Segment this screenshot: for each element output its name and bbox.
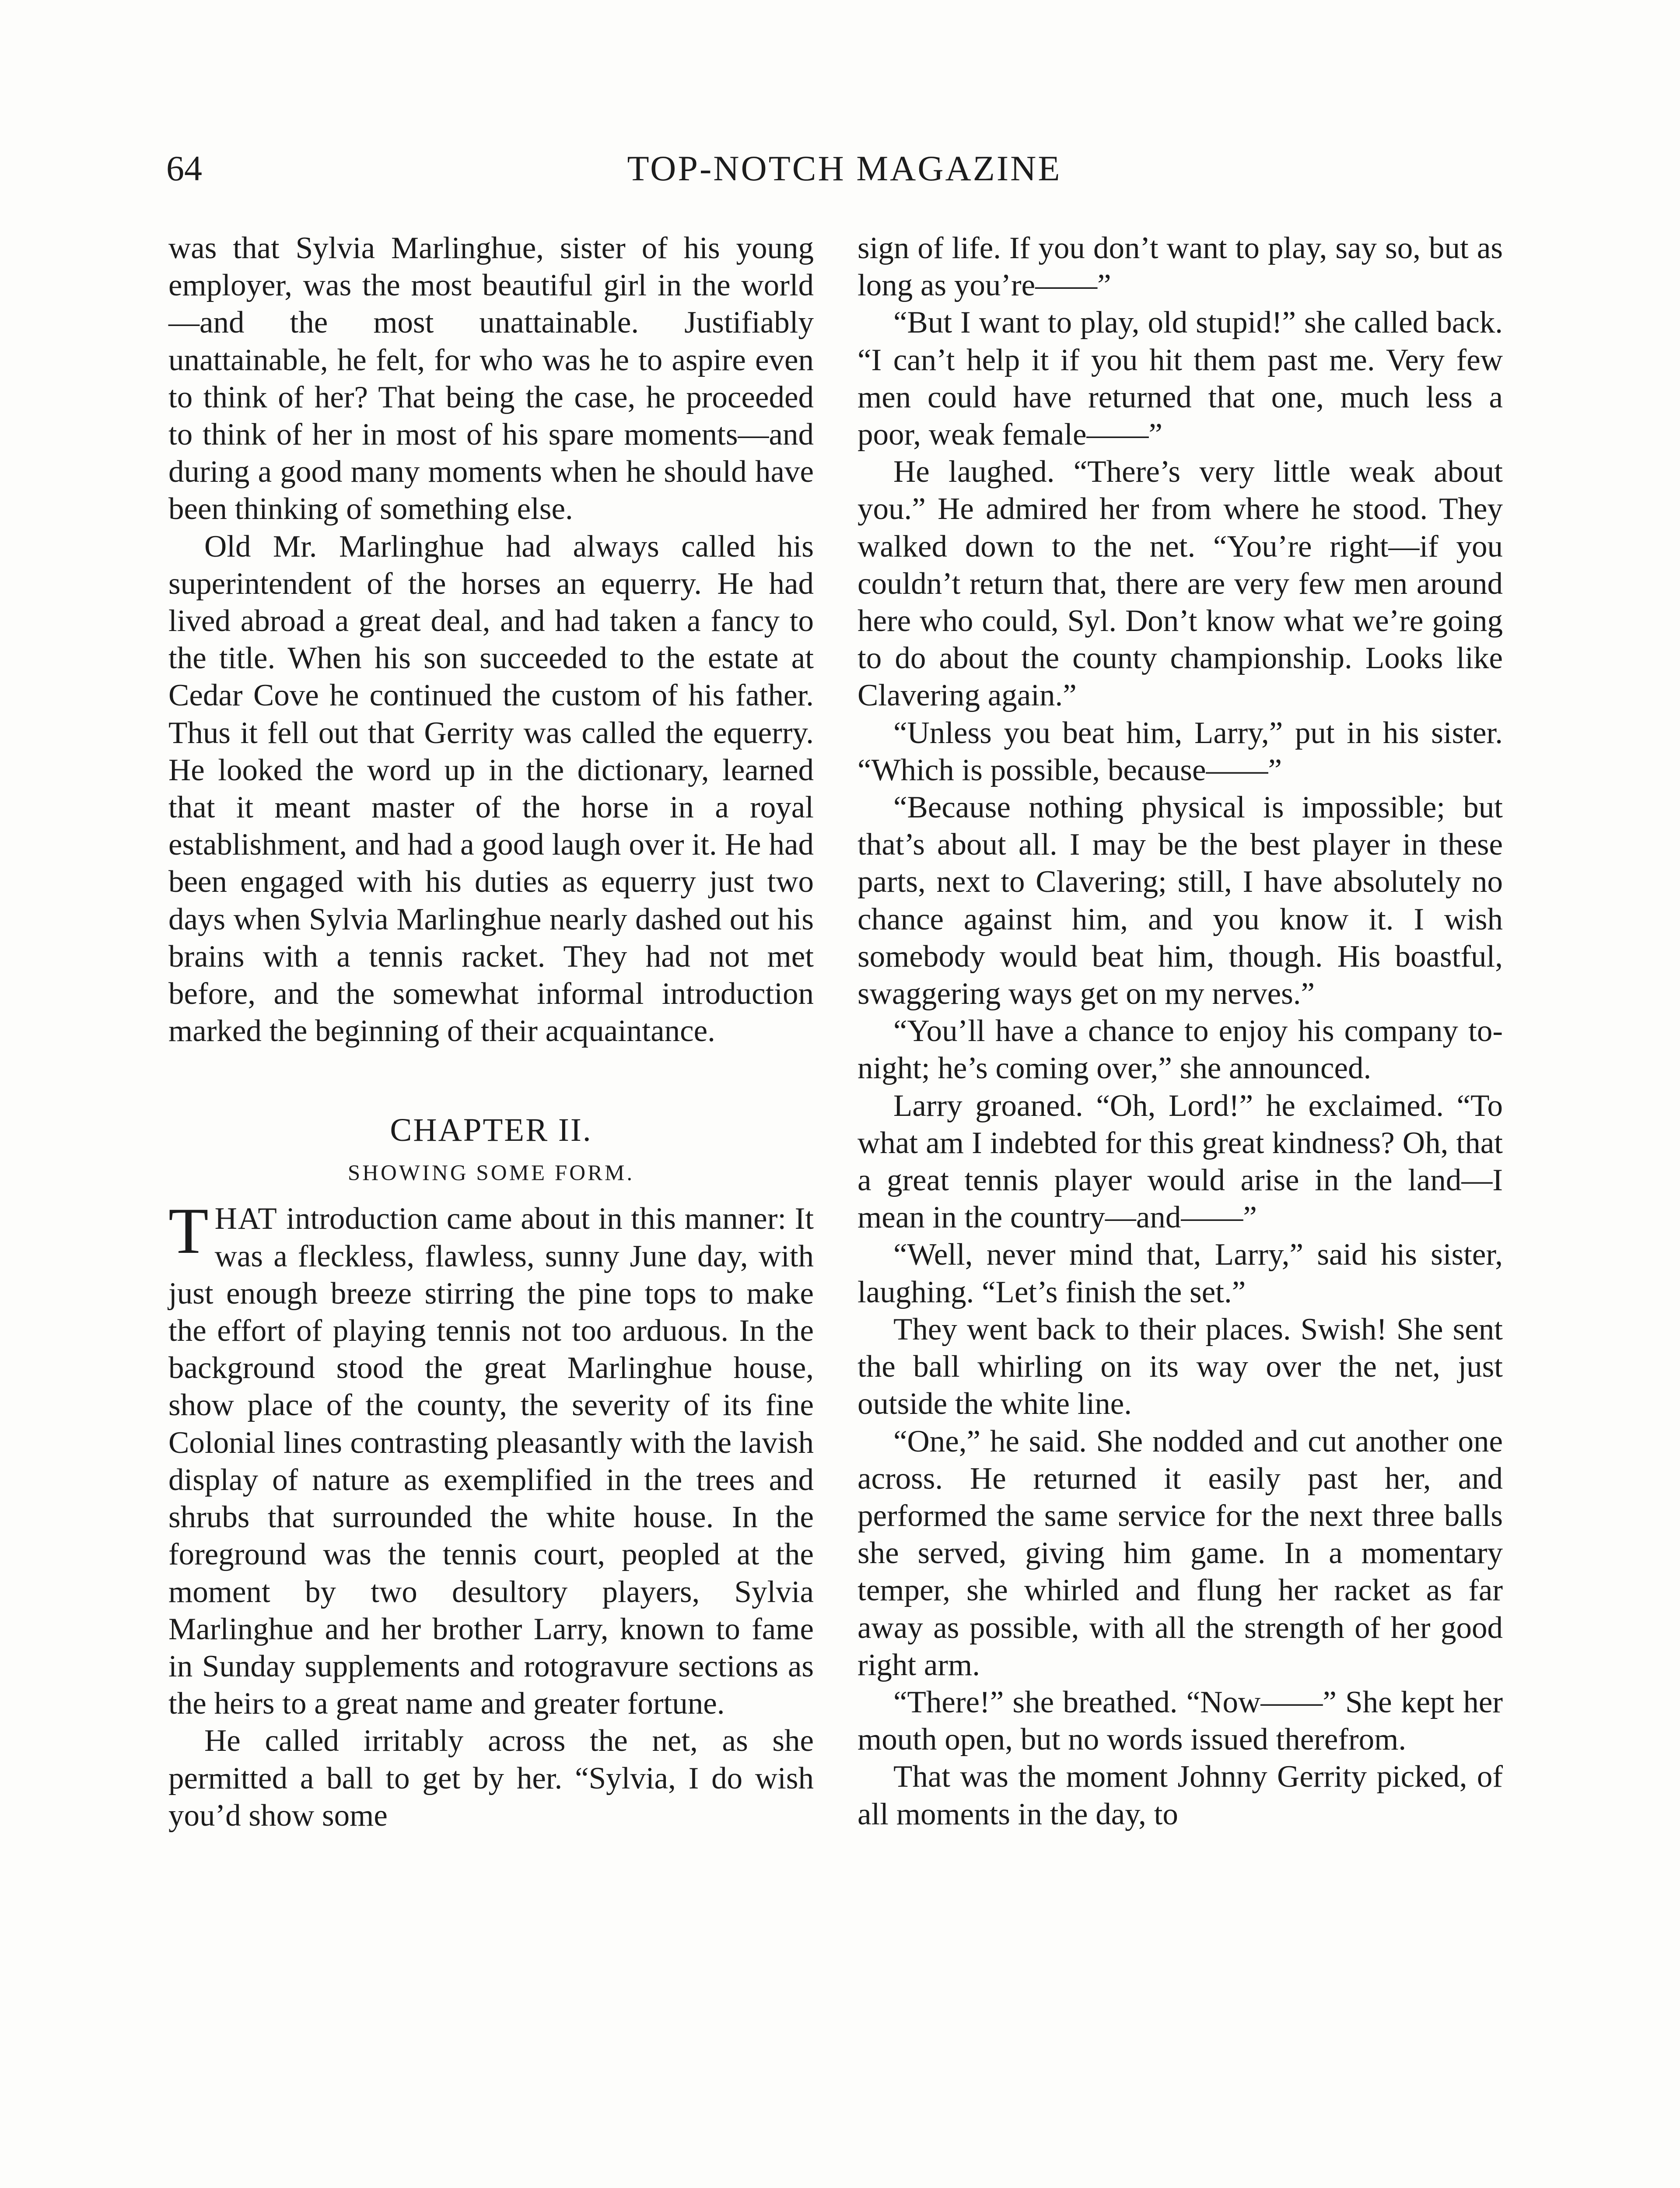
body-paragraph: Larry groaned. “Oh, Lord!” he exclaimed. “To what am I indebted for this great kindness? Oh, that a great tennis player would arise in the land—I mean in the country—and——” <box>858 1088 1503 1235</box>
magazine-title: TOP-NOTCH MAGAZINE <box>627 148 1062 188</box>
body-paragraph: “One,” he said. She nodded and cut another one across. He returned it easily past her, and performed the same service for the next three balls she served, giving him game. In a momentary temper, she whirled and flung her racket as far away as possible, with all the strength of her good right arm. <box>858 1424 1503 1682</box>
chapter-opening-paragraph <box>168 1195 814 1722</box>
chapter-subheading: SHOWING SOME FORM. <box>347 1161 635 1186</box>
body-paragraph: was that Sylvia Marlinghue, sister of his young employer, was the most beautiful girl in the world—and the most unattainable. Justifiably unattainable, he felt, for who was he to aspire even to think of her? That being the case, he proceeded to think of her in most of his spare moments—and during a good many moments when he should have been thinking of something else. <box>168 231 814 526</box>
body-paragraph: “Because nothing physical is impossible; but that’s about all. I may be the best player in these parts, next to Clavering; still, I have absolutely no chance against him, and you know it. I wish somebody would beat him, though. His boastful, swaggering ways get on my nerves.” <box>858 790 1503 1011</box>
body-paragraph: He laughed. “There’s very little weak about you.” He admired her from where he stood. They walked down to the net. “You’re right—if you couldn’t return that, there are very few men around here who could, Syl. Don’t know what we’re going to do about the county championship. Looks like Clavering again.” <box>858 455 1503 713</box>
chapter-heading: CHAPTER II. <box>390 1112 592 1149</box>
left-column <box>168 230 814 1834</box>
body-paragraph: “You’ll have a chance to enjoy his company to-night; he’s coming over,” she announced. <box>858 1014 1503 1086</box>
page-header <box>166 144 1522 197</box>
body-paragraph: That was the moment Johnny Gerrity picked, of all moments in the day, to <box>858 1760 1503 1831</box>
page-number: 64 <box>166 148 202 188</box>
body-paragraph: Old Mr. Marlinghue had always called his superintendent of the horses an equerry. He had lived abroad a great deal, and had taken a fancy to the title. When his son succeeded to the estate at Cedar Cove he continued the custom of his father. Thus it fell out that Gerrity was called the equerry. He looked the word up in the dictionary, learned that it meant master of the horse in a royal establishment, and had a good laugh over it. He had been engaged with his duties as equerry just two days when Sylvia Marlinghue nearly dashed out his brains with a tennis racket. They had not met before, and the somewhat informal introduction marked the beginning of their acquaintance. <box>168 529 814 1048</box>
body-paragraph: He called irritably across the net, as she permitted a ball to get by her. “Sylvia, I do wish you’d show some <box>168 1724 814 1833</box>
opening-word: HAT <box>214 1202 278 1236</box>
body-paragraph: “But I want to play, old stupid!” she called back. “I can’t help it if you hit them past me. Very few men could have returned that one, much less a poor, weak female——” <box>858 305 1503 452</box>
continued-paragraph: sign of life. If you don’t want to play, say so, but as long as you’re——” <box>858 231 1503 303</box>
body-paragraph: “There!” she breathed. “Now——” She kept her mouth open, but no words issued therefrom. <box>858 1685 1503 1757</box>
body-paragraph: “Well, never mind that, Larry,” said his sister, laughing. “Let’s finish the set.” <box>858 1238 1503 1309</box>
right-column <box>858 230 1503 1833</box>
opening-paragraph-text: introduction came about in this manner: It was a fleckless, flawless, sunny June day, with just enough breeze stirring the pine tops to make the effort of playing tennis not too arduous. In the background stood the great Marlinghue house, show place of the county, the severity of its fine Colonial lines contrasting pleasantly with the lavish display of nature as exemplified in the trees and shrubs that surrounded the white house. In the foreground was the tennis court, peopled at the moment by two desultory players, Sylvia Marlinghue and her brother Larry, known to fame in Sunday supplements and rotogravure sections as the heirs to a great name and greater fortune. <box>168 1202 814 1721</box>
body-paragraph: They went back to their places. Swish! She sent the ball whirling on its way over the net, just outside the white line. <box>858 1312 1503 1421</box>
body-paragraph: “Unless you beat him, Larry,” put in his sister. “Which is possible, because——” <box>858 715 1503 787</box>
drop-cap: T <box>168 1195 209 1268</box>
